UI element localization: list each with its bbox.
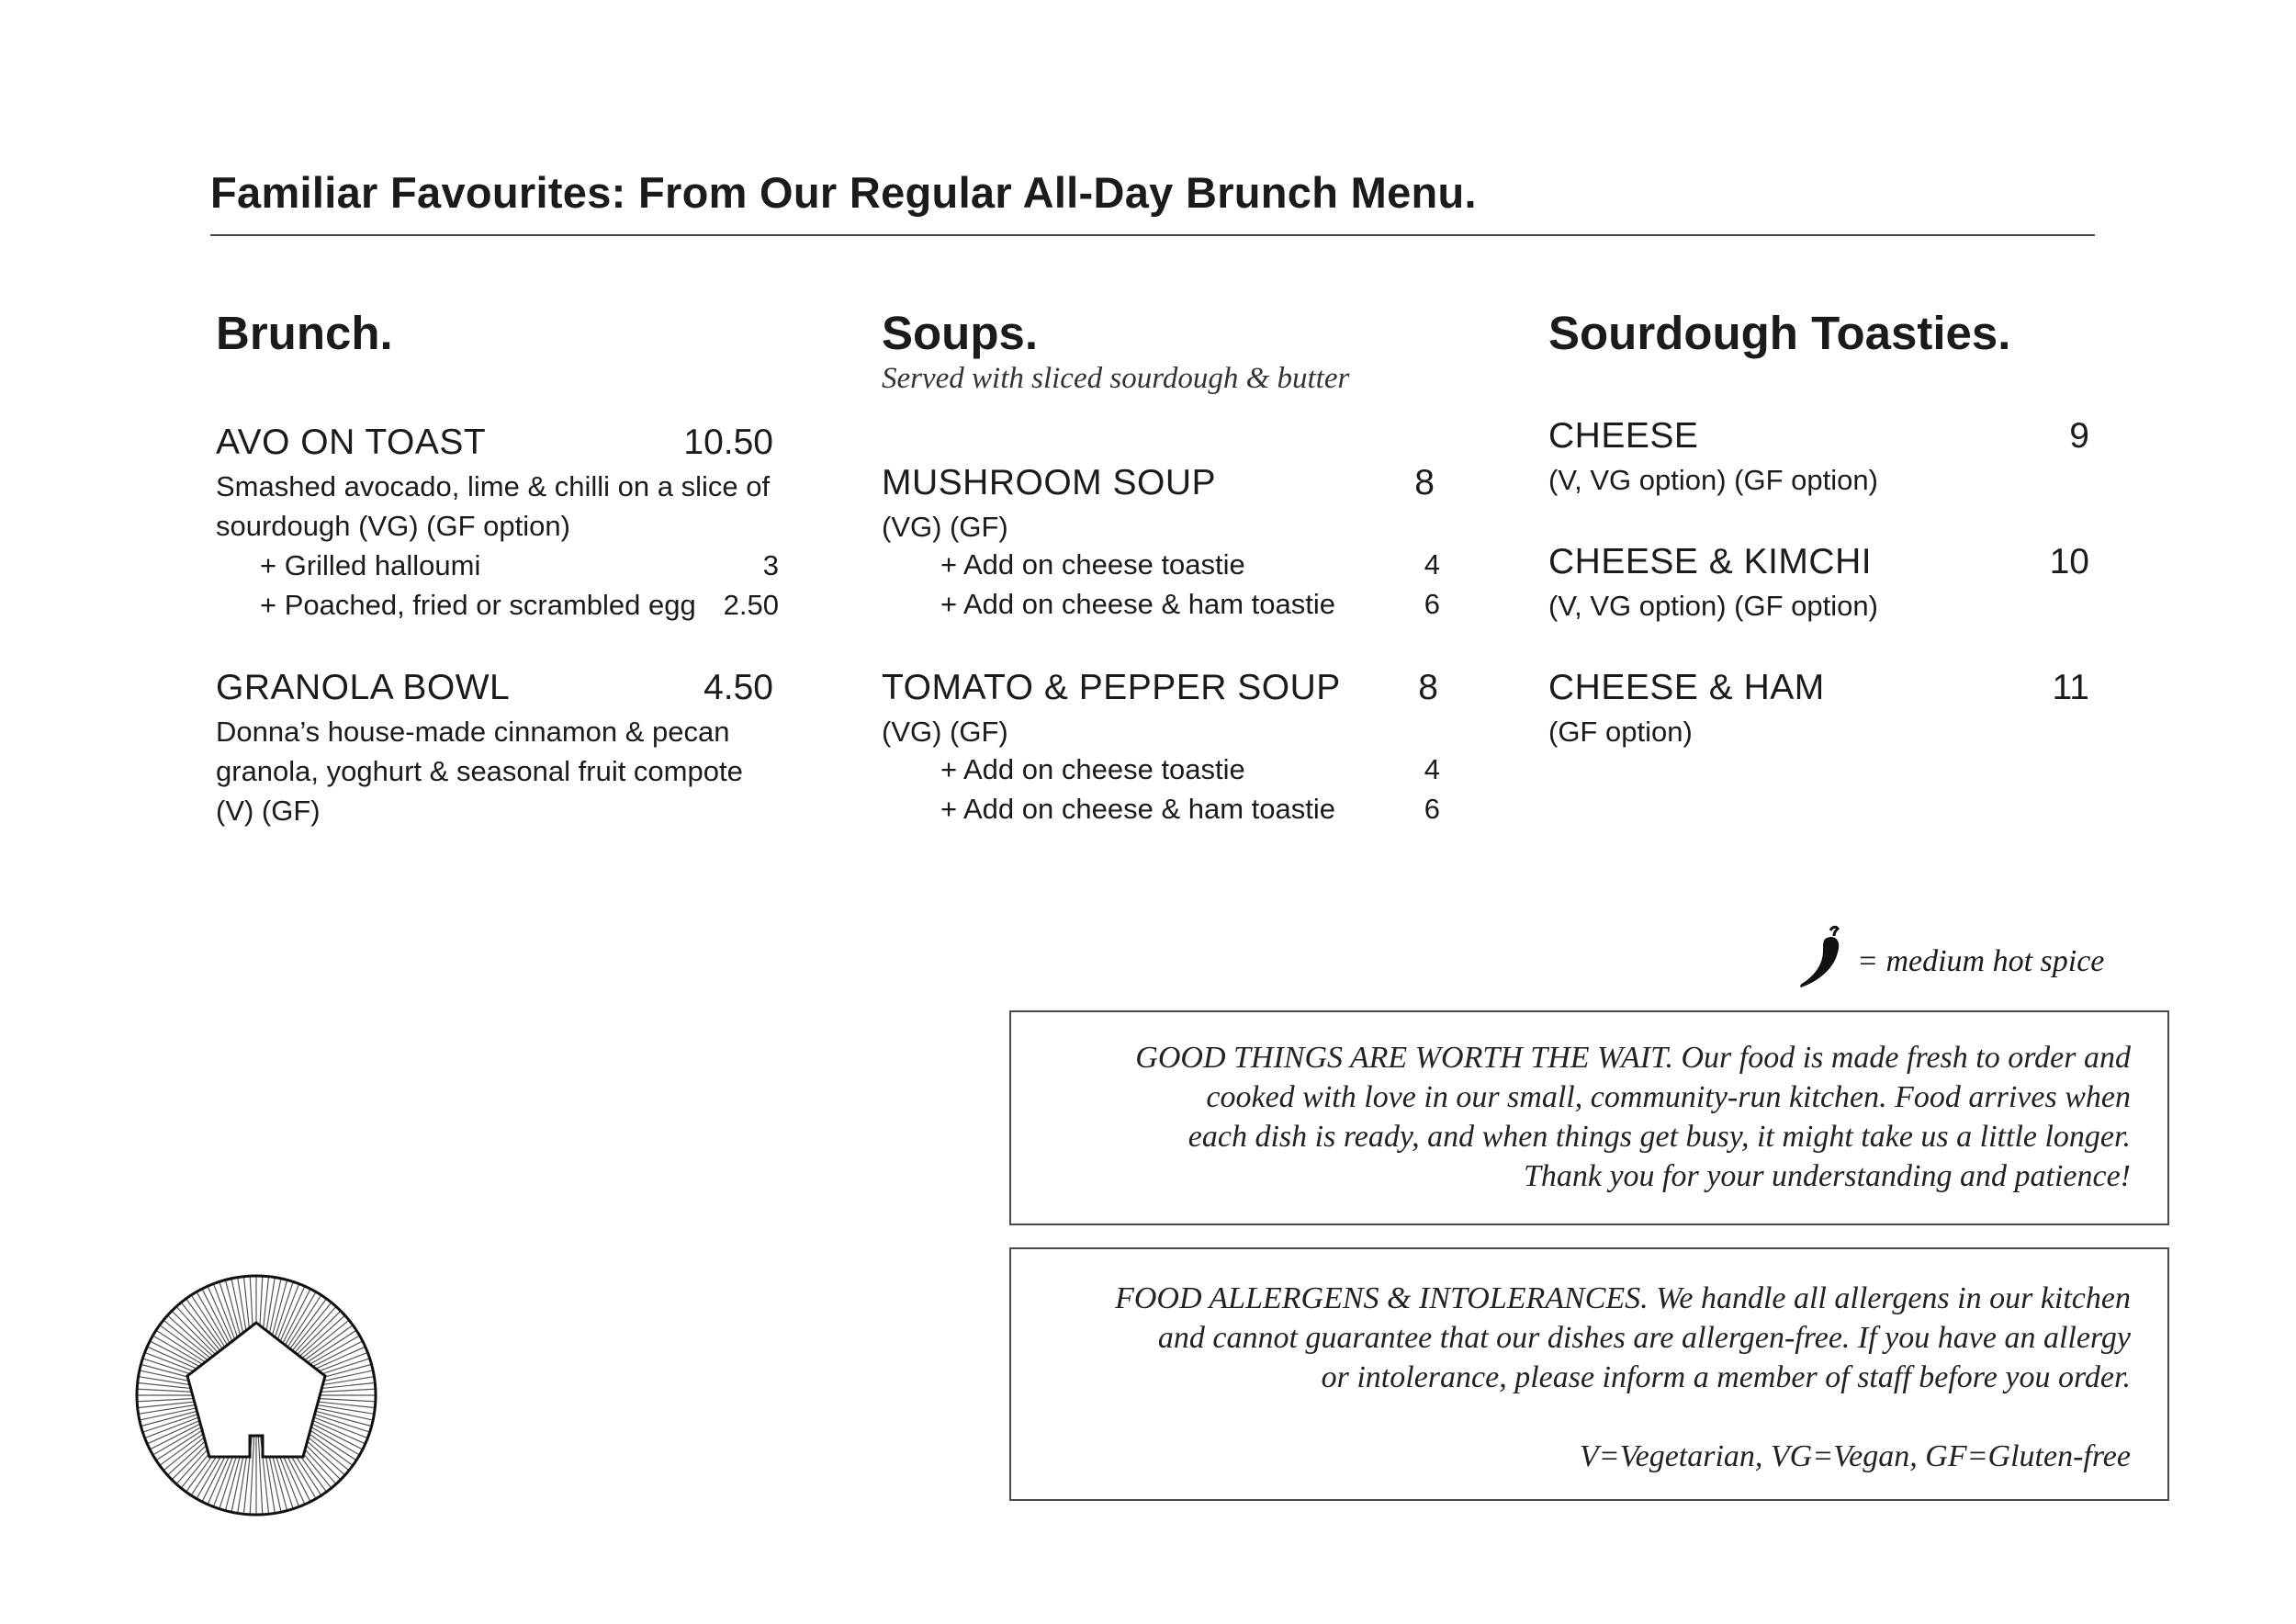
addon-price: 4 (1424, 753, 1440, 785)
notice-line: or intolerance, please inform a member of staff before you order. (1321, 1360, 2131, 1394)
menu-item-price: 4.50 (703, 668, 773, 707)
wait-notice-box (1009, 1010, 2169, 1225)
addon-price: 6 (1424, 793, 1440, 825)
allergen-notice-box (1009, 1247, 2169, 1501)
menu-item-name: CHEESE & HAM (1548, 668, 1825, 707)
soups-section-title: Soups. (882, 307, 1039, 359)
menu-item-desc: (V, VG option) (GF option) (1548, 590, 1878, 622)
menu-item-price: 11 (2052, 668, 2089, 707)
menu-item-desc: (VG) (GF) (882, 511, 1008, 543)
menu-item-name: GRANOLA BOWL (216, 668, 511, 707)
pentagon-house-logo-icon (134, 1273, 378, 1517)
menu-item-name: AVO ON TOAST (216, 423, 487, 462)
menu-item-desc: granola, yoghurt & seasonal fruit compote (216, 755, 743, 787)
addon-label: + Grilled halloumi (260, 549, 481, 581)
menu-item-price: 10.50 (683, 423, 773, 462)
menu-item-desc: Smashed avocado, lime & chilli on a slice of (216, 470, 771, 502)
addon-label: + Add on cheese toastie (940, 548, 1245, 581)
menu-item-name: CHEESE (1548, 416, 1699, 456)
menu-item-desc: (V) (GF) (216, 795, 321, 827)
notice-line: each dish is ready, and when things get busy, it might take us a little longer. (1187, 1120, 2131, 1154)
chilli-icon (1795, 925, 1851, 991)
menu-item-desc: (VG) (GF) (882, 716, 1008, 748)
menu-item-price: 8 (1418, 668, 1438, 707)
addon-label: + Add on cheese & ham toastie (940, 588, 1335, 620)
addon-price: 2.50 (723, 589, 779, 621)
notice-line: and cannot guarantee that our dishes are allergen-free. If you have an allergy (1157, 1321, 2131, 1355)
notice-line: GOOD THINGS ARE WORTH THE WAIT. Our food is made fresh to order and (1135, 1041, 2131, 1075)
notice-line: Thank you for your understanding and patience! (1523, 1159, 2131, 1193)
menu-item-name: TOMATO & PEPPER SOUP (882, 668, 1341, 707)
spice-legend-text: = medium hot spice (1857, 944, 2105, 978)
notice-line: FOOD ALLERGENS & INTOLERANCES. We handle all allergens in our kitchen (1115, 1281, 2131, 1315)
menu-item-price: 10 (2049, 542, 2089, 581)
menu-item-price: 8 (1414, 463, 1435, 502)
page-title: Familiar Favourites: From Our Regular All-Day Brunch Menu. (210, 168, 1477, 217)
addon-label: + Add on cheese & ham toastie (940, 793, 1335, 825)
menu-item-desc: sourdough (VG) (GF option) (216, 510, 570, 542)
dietary-key: V=Vegetarian, VG=Vegan, GF=Gluten-free (1579, 1439, 2131, 1473)
addon-price: 4 (1424, 548, 1440, 581)
addon-price: 6 (1424, 588, 1440, 620)
menu-item-name: MUSHROOM SOUP (882, 463, 1217, 502)
addon-label: + Poached, fried or scrambled egg (260, 589, 696, 621)
notice-line: cooked with love in our small, community-run kitchen. Food arrives when (1206, 1080, 2131, 1114)
menu-item-desc: Donna’s house-made cinnamon & pecan (216, 716, 730, 748)
menu-item-price: 9 (2069, 416, 2089, 456)
menu-item-desc: (GF option) (1548, 716, 1693, 748)
menu-item-desc: (V, VG option) (GF option) (1548, 464, 1878, 496)
menu-item-name: CHEESE & KIMCHI (1548, 542, 1873, 581)
toasties-section-title: Sourdough Toasties. (1548, 307, 2011, 359)
addon-price: 3 (762, 549, 779, 581)
title-divider (210, 234, 2095, 236)
soups-subtitle: Served with sliced sourdough & butter (882, 362, 1350, 395)
brunch-section-title: Brunch. (216, 307, 393, 359)
addon-label: + Add on cheese toastie (940, 753, 1245, 785)
